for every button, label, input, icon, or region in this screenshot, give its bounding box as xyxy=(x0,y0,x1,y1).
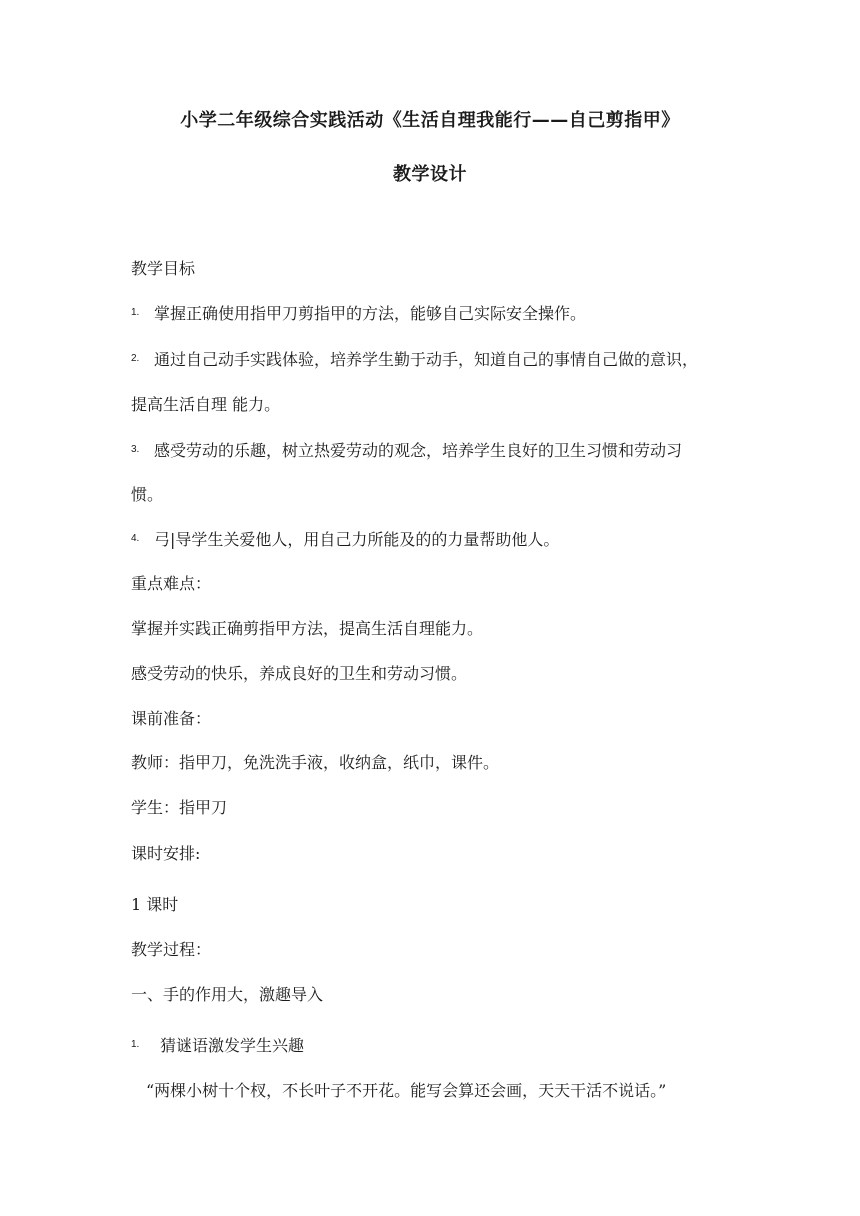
doc-title: 小学二年级综合实践活动《生活自理我能行——自己剪指甲》 xyxy=(180,110,680,131)
objective-number: 3. xyxy=(131,444,140,455)
section-heading: 一、手的作用大，激趣导入 xyxy=(131,985,324,1004)
prep-teacher: 教师：指甲刀，免洗洗手液，收纳盒，纸巾，课件。 xyxy=(131,753,500,772)
objective-number: 1. xyxy=(131,307,140,318)
objective-continuation: 惯。 xyxy=(131,485,164,504)
process-heading: 教学过程： xyxy=(131,940,212,959)
objective-item: 弓|导学生关爱他人，用自己力所能及的的力量帮助他人。 xyxy=(154,530,560,549)
schedule-value: 1 课时 xyxy=(131,895,179,914)
key-point-item: 掌握并实践正确剪指甲方法，提高生活自理能力。 xyxy=(131,619,484,638)
riddle-text: “两棵小树十个杈，不长叶子不开花。能写会算还会画，天天干活不说话。” xyxy=(146,1081,667,1100)
section-item-number: 1. xyxy=(131,1039,140,1050)
objective-item: 掌握正确使用指甲刀剪指甲的方法，能够自己实际安全操作。 xyxy=(154,304,587,323)
objective-item: 通过自己动手实践体验，培养学生勤于动手，知道自己的事情自己做的意识， xyxy=(154,350,699,369)
objective-number: 4. xyxy=(131,533,140,544)
doc-subtitle: 教学设计 xyxy=(393,164,467,185)
objectives-heading: 教学目标 xyxy=(131,259,196,278)
objective-item: 感受劳动的乐趣，树立热爱劳动的观念，培养学生良好的卫生习惯和劳动习 xyxy=(154,441,683,460)
objective-continuation: 提高生活自理 能力。 xyxy=(131,395,281,414)
key-point-item: 感受劳动的快乐，养成良好的卫生和劳动习惯。 xyxy=(131,664,468,683)
objective-number: 2. xyxy=(131,353,140,364)
prep-student: 学生：指甲刀 xyxy=(131,798,228,817)
section-item: 猜谜语激发学生兴趣 xyxy=(160,1036,305,1055)
key-points-heading: 重点难点： xyxy=(131,574,212,593)
prep-heading: 课前准备： xyxy=(131,709,212,728)
schedule-heading: 课时安排: xyxy=(131,844,201,863)
